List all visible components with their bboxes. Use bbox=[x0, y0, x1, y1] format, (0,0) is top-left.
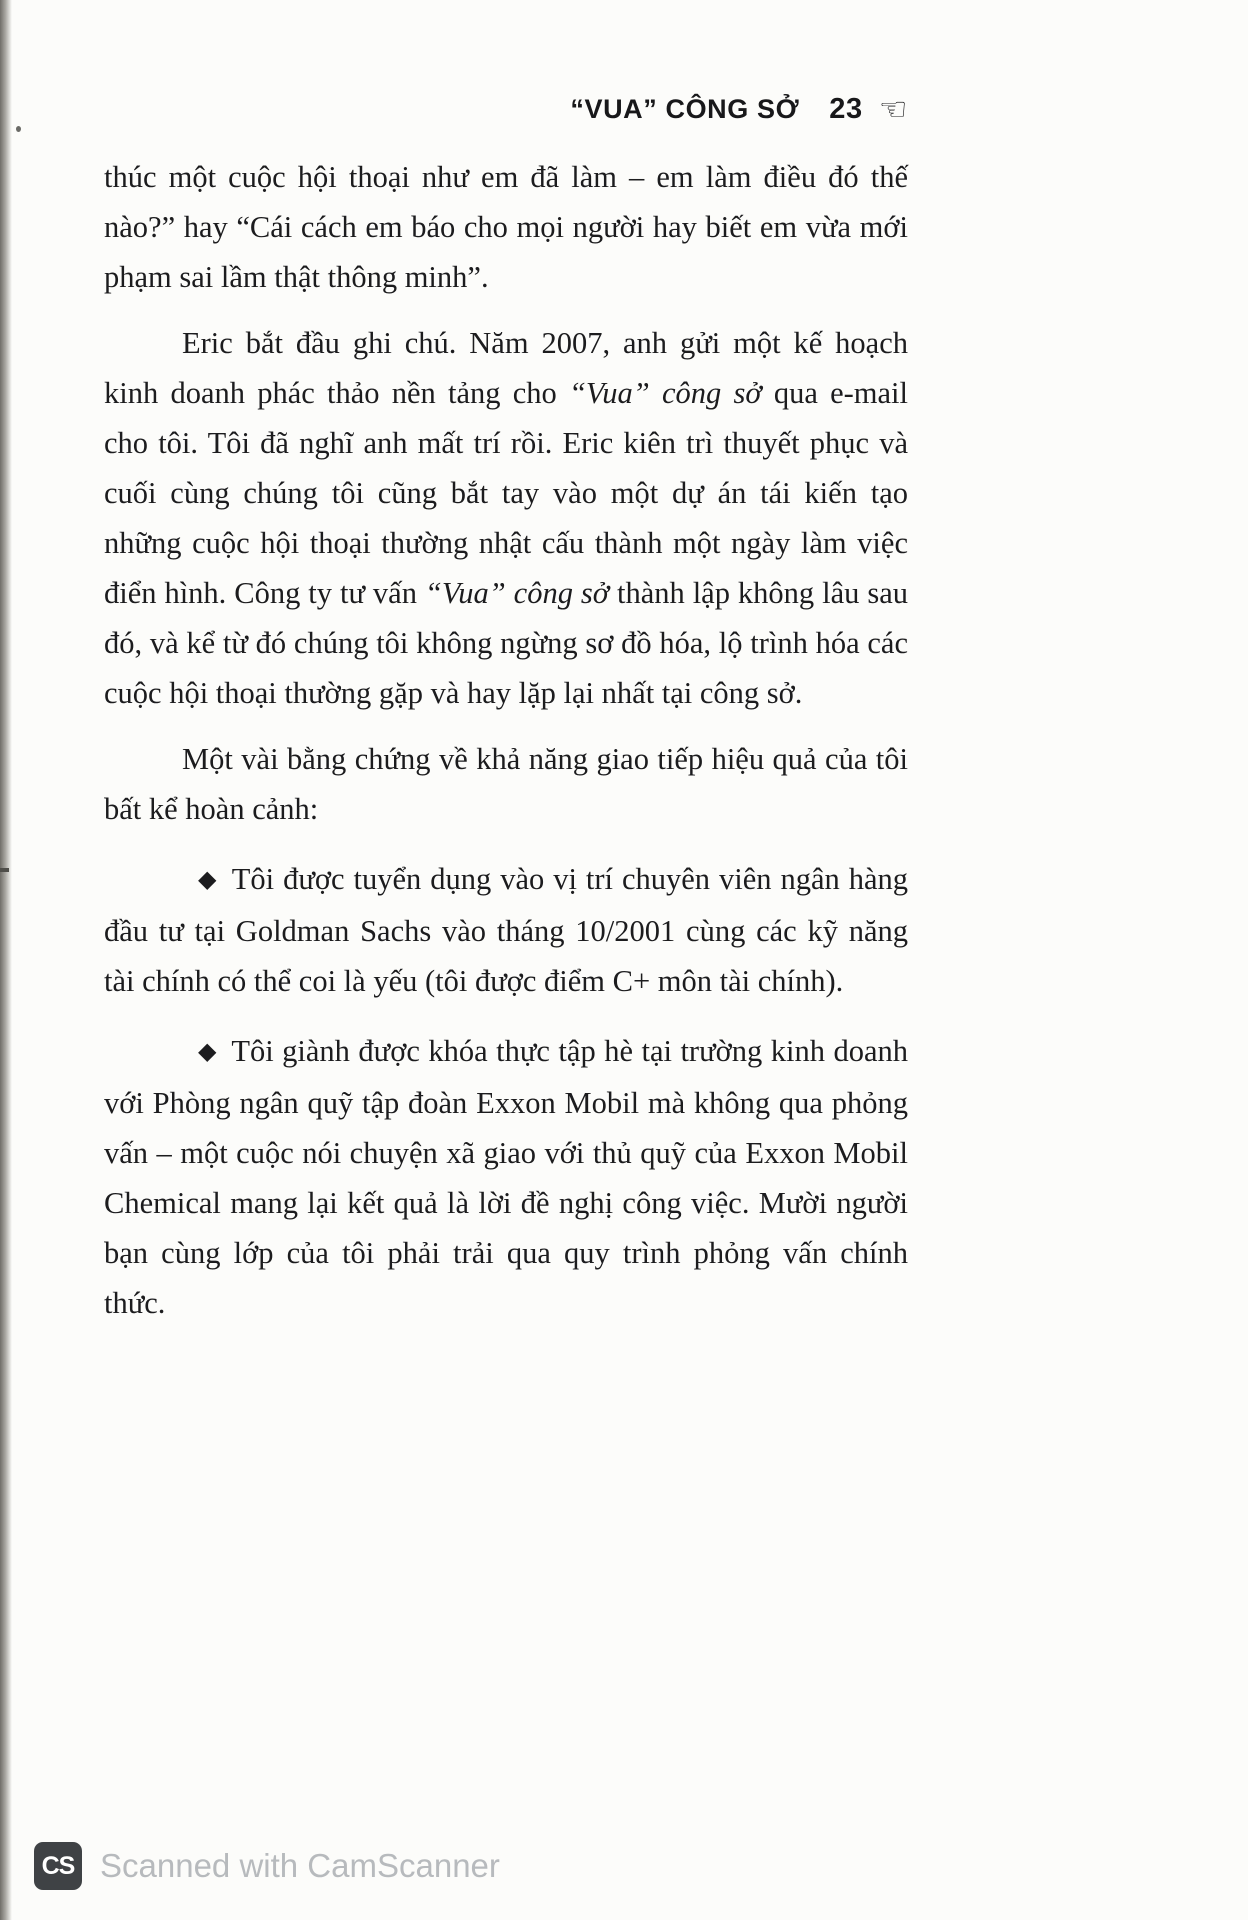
camscanner-watermark bbox=[34, 1842, 500, 1890]
paragraph bbox=[104, 152, 908, 302]
bullet-paragraph bbox=[104, 854, 908, 1006]
scan-artifact-dot bbox=[16, 126, 21, 132]
page-header bbox=[104, 88, 908, 126]
text-segment: Một vài bằng chứng về khả năng giao tiếp hiệu quả của tôi bất kể hoàn cảnh: bbox=[104, 742, 908, 826]
text-segment: Tôi giành được khóa thực tập hè tại trường kinh doanh với Phòng ngân quỹ tập đoàn Exxon Mobil mà không qua phỏng vấn – một cuộc nói chuyện xã giao với thủ quỹ của Exxon Mobil Chemical mang lại kết quả là lời đề nghị công việc. Mười người bạn cùng lớp của tôi phải trải qua quy trình phỏng vấn chính thức. bbox=[104, 1034, 908, 1320]
italic-text-segment: “Vua” công sở bbox=[568, 376, 762, 410]
text-segment: Tôi được tuyển dụng vào vị trí chuyên viên ngân hàng đầu tư tại Goldman Sachs vào tháng 10/2001 cùng các kỹ năng tài chính có thể coi là yếu (tôi được điểm C+ môn tài chính). bbox=[104, 862, 908, 998]
text-segment: thành lập không lâu sau đó, và kể từ đó chúng tôi không ngừng sơ đồ hóa, lộ trình hóa các cuộc hội thoại thường gặp và hay lặp lại nhất tại công sở. bbox=[104, 576, 908, 710]
camscanner-logo-icon: CS bbox=[34, 1842, 82, 1890]
italic-text-segment: “Vua” công sở bbox=[424, 576, 610, 610]
text-segment: Eric bắt đầu ghi chú. Năm 2007, anh gửi một kế hoạch kinh doanh phác thảo nền tảng cho bbox=[104, 326, 908, 410]
paragraph bbox=[104, 318, 908, 718]
pointing-hand-icon: ☜ bbox=[878, 90, 908, 128]
text-segment: thúc một cuộc hội thoại như em đã làm – em làm điều đó thế nào?” hay “Cái cách em báo cho mọi người hay biết em vừa mới phạm sai lầm thật thông minh”. bbox=[104, 160, 908, 294]
page-number: 23 bbox=[829, 93, 863, 125]
scan-artifact-dash bbox=[0, 868, 9, 872]
diamond-bullet-icon: ◆ bbox=[198, 1037, 218, 1065]
scan-edge-shadow bbox=[0, 0, 12, 1920]
book-page bbox=[104, 88, 908, 1344]
text-segment: qua e-mail cho tôi. Tôi đã nghĩ anh mất trí rồi. Eric kiên trì thuyết phục và cuối cùng chúng tôi cũng bắt tay vào một dự án tái kiến tạo những cuộc hội thoại thường nhật cấu thành một ngày làm việc điển hình. Công ty tư vấn bbox=[104, 376, 908, 610]
bullet-paragraph bbox=[104, 1026, 908, 1328]
diamond-bullet-icon: ◆ bbox=[198, 865, 218, 893]
page-body bbox=[104, 152, 908, 1328]
camscanner-watermark-text: Scanned with CamScanner bbox=[100, 1847, 500, 1884]
running-title: “VUA” CÔNG SỞ bbox=[570, 94, 800, 124]
paragraph bbox=[104, 734, 908, 834]
